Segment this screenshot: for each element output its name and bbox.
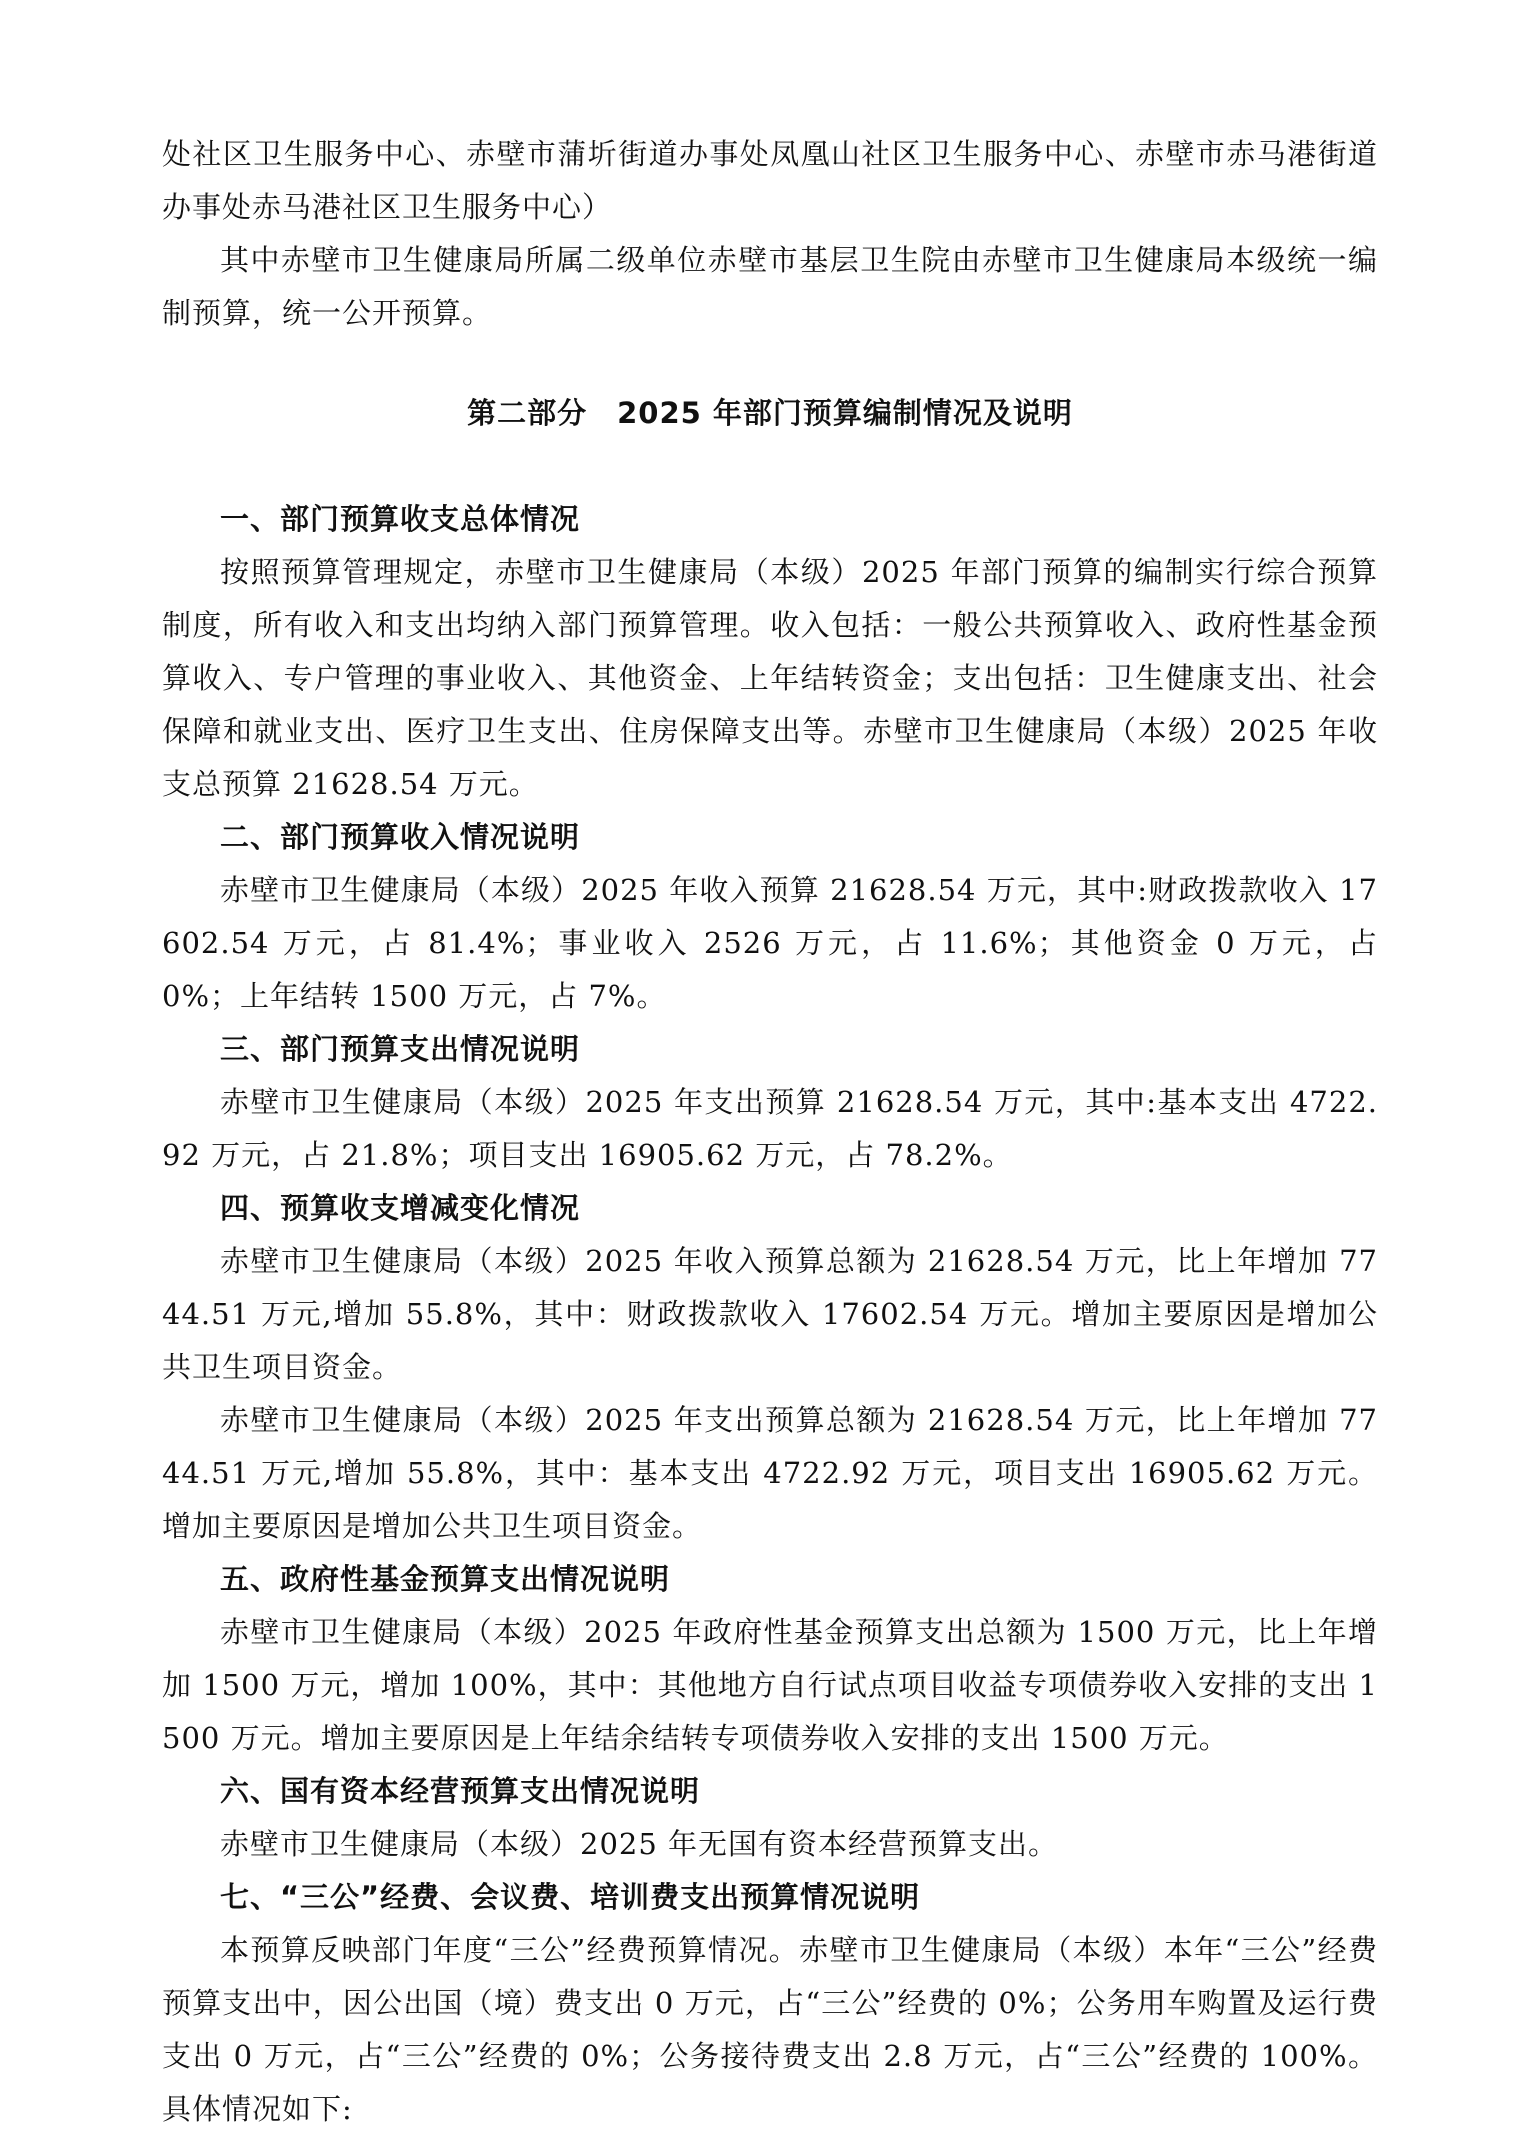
section-paragraph-overview: 按照预算管理规定，赤壁市卫生健康局（本级）2025 年部门预算的编制实行综合预算制度，所有收入和支出均纳入部门预算管理。收入包括：一般公共预算收入、政府性基金预算收入、专户管理的事业收入、其他资金、上年结转资金；支出包括：卫生健康支出、社会保障和就业支出、医疗卫生支出、住房保障支出等。赤壁市卫生健康局（本级）2025 年收支总预算 21628.54 万元。 — [162, 555, 1378, 801]
section-paragraph-government-fund: 赤壁市卫生健康局（本级）2025 年政府性基金预算支出总额为 1500 万元，比上年增加 1500 万元，增加 100%，其中：其他地方自行试点项目收益专项债券收入安排的支出 1500 万元。增加主要原因是上年结余结转专项债券收入安排的支出 1500 万元。 — [162, 1615, 1378, 1755]
intro-paragraph: 其中赤壁市卫生健康局所属二级单位赤壁市基层卫生院由赤壁市卫生健康局本级统一编制预算，统一公开预算。 — [162, 243, 1378, 330]
section-heading-overview: 一、部门预算收支总体情况 — [220, 502, 581, 536]
section-paragraph-state-capital: 赤壁市卫生健康局（本级）2025 年无国有资本经营预算支出。 — [220, 1827, 1059, 1861]
section-heading-changes: 四、预算收支增减变化情况 — [220, 1191, 581, 1225]
section-paragraph-changes-expenditure: 赤壁市卫生健康局（本级）2025 年支出预算总额为 21628.54 万元，比上年增加 7744.51 万元,增加 55.8%，其中：基本支出 4722.92 万元，项目支出 16905.62 万元。增加主要原因是增加公共卫生项目资金。 — [162, 1403, 1378, 1543]
section-paragraph-revenue: 赤壁市卫生健康局（本级）2025 年收入预算 21628.54 万元，其中:财政拨款收入 17602.54 万元，占 81.4%；事业收入 2526 万元，占 11.6%；其他资金 0 万元，占 0%；上年结转 1500 万元，占 7%。 — [162, 873, 1378, 1013]
part-title: 第二部分 2025 年部门预算编制情况及说明 — [467, 396, 1073, 430]
section-heading-expenditure: 三、部门预算支出情况说明 — [220, 1032, 581, 1066]
section-paragraph-expenditure: 赤壁市卫生健康局（本级）2025 年支出预算 21628.54 万元，其中:基本支出 4722.92 万元，占 21.8%；项目支出 16905.62 万元，占 78.2%。 — [162, 1085, 1378, 1172]
section-heading-three-public: 七、“三公”经费、会议费、培训费支出预算情况说明 — [220, 1880, 921, 1914]
document-body — [162, 128, 1378, 2136]
section-heading-government-fund: 五、政府性基金预算支出情况说明 — [220, 1562, 671, 1596]
intro-paragraph-continued: 处社区卫生服务中心、赤壁市蒲圻街道办事处凤凰山社区卫生服务中心、赤壁市赤马港街道办事处赤马港社区卫生服务中心） — [162, 137, 1378, 224]
section-heading-revenue: 二、部门预算收入情况说明 — [220, 820, 581, 854]
section-paragraph-changes-revenue: 赤壁市卫生健康局（本级）2025 年收入预算总额为 21628.54 万元，比上年增加 7744.51 万元,增加 55.8%，其中：财政拨款收入 17602.54 万元。增加主要原因是增加公共卫生项目资金。 — [162, 1244, 1378, 1384]
section-heading-state-capital: 六、国有资本经营预算支出情况说明 — [220, 1774, 701, 1808]
section-paragraph-three-public: 本预算反映部门年度“三公”经费预算情况。赤壁市卫生健康局（本级）本年“三公”经费预算支出中，因公出国（境）费支出 0 万元，占“三公”经费的 0%；公务用车购置及运行费支出 0 万元，占“三公”经费的 0%；公务接待费支出 2.8 万元，占“三公”经费的 100%。具体情况如下: — [162, 1933, 1378, 2126]
